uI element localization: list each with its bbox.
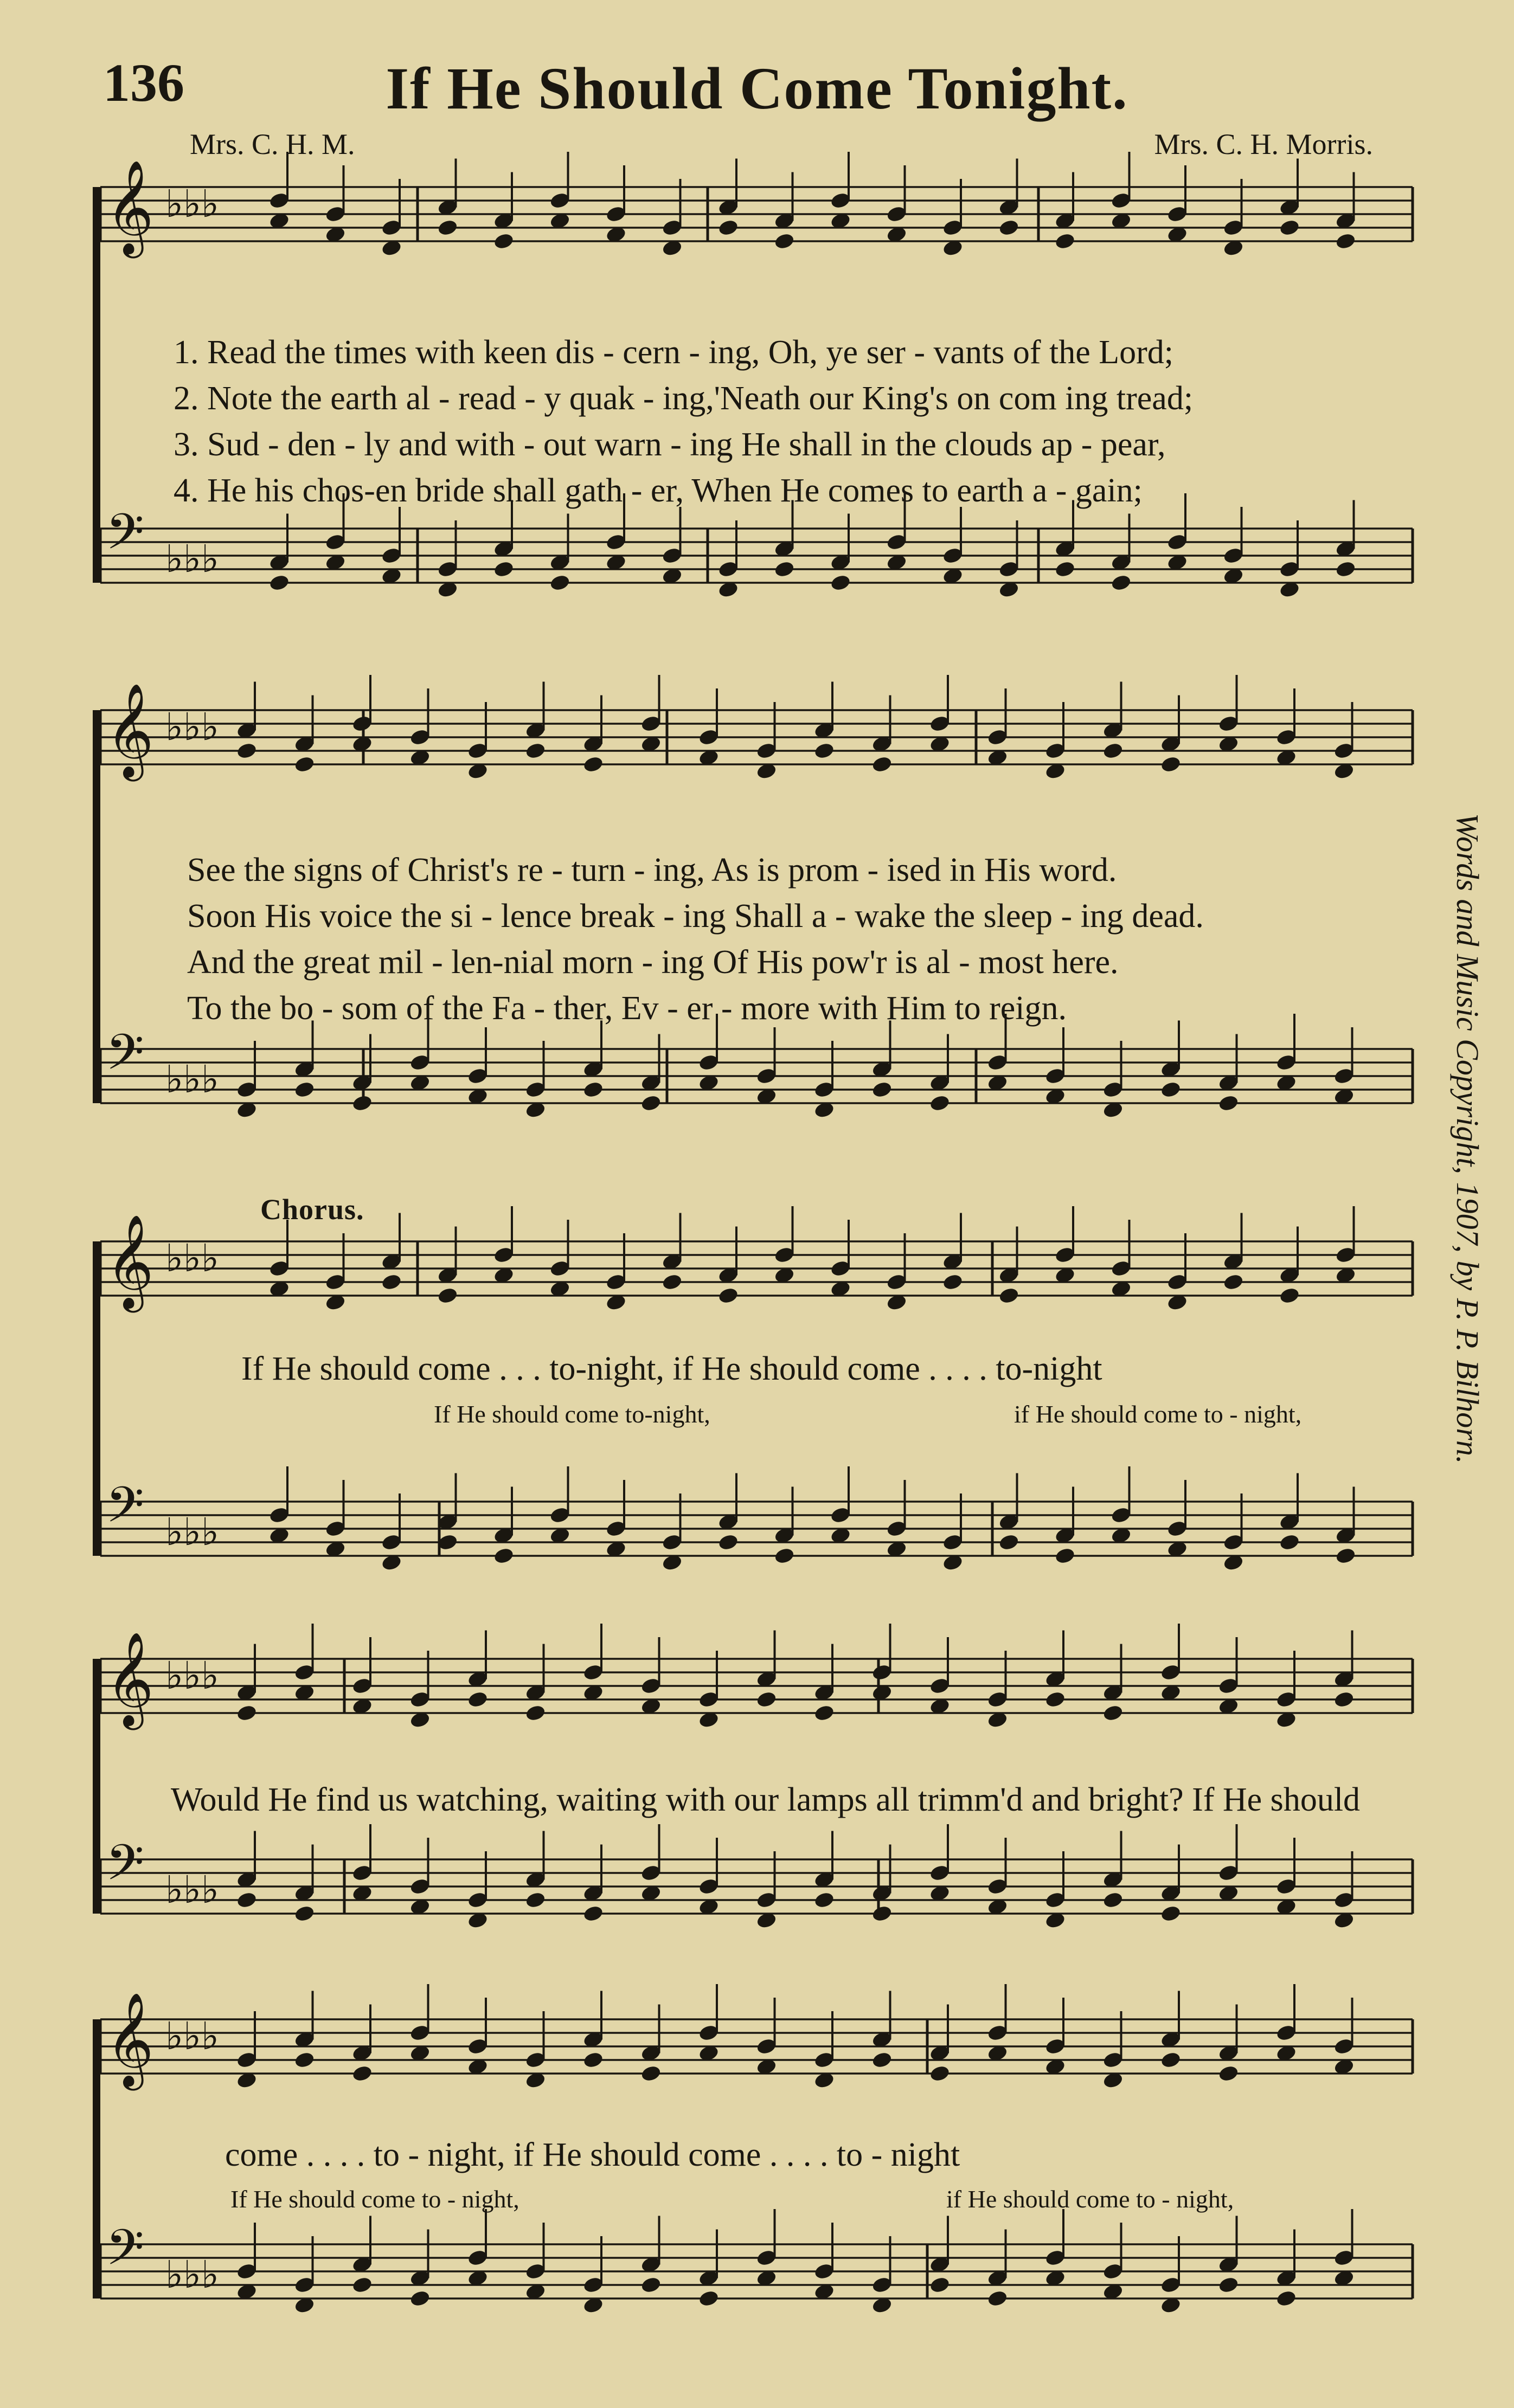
notehead	[437, 1286, 458, 1305]
notehead	[986, 2289, 1008, 2308]
notehead	[293, 2051, 315, 2069]
verse-line-4: 4. He his chos-en bride shall gath - er, When He comes to earth a - gain;	[174, 472, 1143, 509]
page-number: 136	[103, 53, 184, 113]
notehead	[640, 2064, 662, 2083]
key-signature: ♭♭♭	[165, 1057, 220, 1102]
notehead	[830, 574, 851, 592]
key-signature: ♭♭♭	[165, 537, 220, 581]
notehead	[813, 742, 835, 760]
notehead	[268, 574, 290, 592]
notehead	[293, 755, 315, 774]
notehead	[640, 2276, 662, 2294]
notehead	[437, 218, 458, 237]
chorus-alto-lyric-1b: if He should come to - night,	[1014, 1400, 1302, 1428]
notehead	[1279, 218, 1300, 237]
verse-line-3: 3. Sud - den - ly and with - out warn - ing He shall in the clouds ap - pear,	[174, 426, 1166, 463]
copyright-note: Words and Music Copyright, 1907, by P. P. Bilhorn.	[1450, 813, 1485, 1464]
notehead	[1102, 1891, 1124, 1909]
notehead	[493, 232, 515, 250]
key-signature: ♭♭♭	[165, 1510, 220, 1554]
chorus-alto-lyric-3a: If He should come to - night,	[230, 2185, 519, 2213]
chorus-alto-lyric-3b: if He should come to - night,	[946, 2185, 1234, 2213]
notehead	[1222, 1273, 1244, 1291]
notehead	[871, 1080, 893, 1099]
notehead	[351, 1094, 373, 1112]
bass-clef: 𝄢	[106, 1834, 144, 1903]
chorus-alto-lyric-1a: If He should come to-night,	[434, 1400, 710, 1428]
key-signature: ♭♭♭	[165, 705, 220, 749]
treble-clef: 𝄞	[106, 1992, 154, 2087]
notehead	[773, 560, 795, 578]
notehead	[871, 755, 893, 774]
key-signature: ♭♭♭	[165, 2014, 220, 2058]
verse-line-2: 2. Note the earth al - read - y quak - ing,'Neath our King's on com ing tread;	[174, 380, 1194, 417]
notehead	[493, 560, 515, 578]
notehead	[640, 1094, 662, 1112]
chorus-lyric-2: Would He find us watching, waiting with our lamps all trimm'd and bright? If He should	[171, 1781, 1361, 1818]
words-credit: Mrs. C. H. M.	[190, 128, 355, 160]
notehead	[467, 1690, 489, 1709]
notehead	[582, 1080, 604, 1099]
notehead	[1335, 232, 1356, 250]
notehead	[524, 1891, 546, 1909]
notehead	[293, 1904, 315, 1923]
notehead	[524, 742, 546, 760]
notehead	[1160, 1080, 1182, 1099]
notehead	[409, 2289, 431, 2308]
notehead	[1110, 574, 1132, 592]
verse-line-2-cont: Soon His voice the si - lence break - ing Shall a - wake the sleep - ing dead.	[187, 898, 1204, 935]
key-signature: ♭♭♭	[165, 1868, 220, 1912]
notehead	[1054, 560, 1076, 578]
notehead	[1044, 1690, 1066, 1709]
notehead	[1054, 232, 1076, 250]
notehead	[661, 1273, 683, 1291]
notehead	[1217, 2064, 1239, 2083]
notehead	[1279, 1286, 1300, 1305]
notehead	[717, 1286, 739, 1305]
treble-clef: 𝄞	[106, 1632, 154, 1726]
notehead	[773, 232, 795, 250]
treble-clef: 𝄞	[106, 683, 154, 777]
verse-line-4-cont: To the bo - som of the Fa - ther, Ev - er - more with Him to reign.	[187, 990, 1067, 1027]
notehead	[1217, 2276, 1239, 2294]
notehead	[1275, 2289, 1297, 2308]
chorus-label: Chorus.	[260, 1193, 364, 1226]
notehead	[717, 1533, 739, 1551]
notehead	[1054, 1547, 1076, 1565]
notehead	[582, 755, 604, 774]
chorus-lyric-3: come . . . . to - night, if He should come . . . . to - night	[225, 2136, 960, 2173]
verse-line-1-cont: See the signs of Christ's re - turn - ing, As is prom - ised in His word.	[187, 852, 1117, 888]
notehead	[929, 2064, 951, 2083]
notehead	[755, 1690, 777, 1709]
treble-clef: 𝄞	[106, 1214, 154, 1309]
notehead	[1160, 1904, 1182, 1923]
bass-clef: 𝄢	[106, 503, 144, 572]
verse-line-3-cont: And the great mil - len-nial morn - ing Of His pow'r is al - most here.	[187, 944, 1119, 981]
chorus-lyric-1: If He should come . . . to-night, if He should come . . . . to-night	[241, 1350, 1102, 1387]
notehead	[236, 742, 258, 760]
notehead	[1335, 560, 1356, 578]
notehead	[871, 2051, 893, 2069]
notehead	[998, 1286, 1019, 1305]
notehead	[293, 1080, 315, 1099]
verse-line-1: 1. Read the times with keen dis - cern - ing, Oh, ye ser - vants of the Lord;	[174, 334, 1174, 371]
notehead	[493, 1547, 515, 1565]
notehead	[998, 218, 1019, 237]
page-title: If He Should Come Tonight.	[386, 55, 1128, 121]
key-signature: ♭♭♭	[165, 1236, 220, 1280]
key-signature: ♭♭♭	[165, 182, 220, 226]
notehead	[1102, 1704, 1124, 1722]
notehead	[773, 1547, 795, 1565]
notehead	[942, 1273, 964, 1291]
notehead	[1102, 742, 1124, 760]
notehead	[813, 1704, 835, 1722]
notehead	[871, 1904, 893, 1923]
notehead	[381, 1273, 402, 1291]
notehead	[1217, 1094, 1239, 1112]
notehead	[351, 2064, 373, 2083]
notehead	[582, 1904, 604, 1923]
notehead	[717, 218, 739, 237]
notehead	[1279, 1533, 1300, 1551]
notehead	[998, 1533, 1019, 1551]
bass-clef: 𝄢	[106, 2219, 144, 2288]
notehead	[929, 1094, 951, 1112]
notehead	[1160, 755, 1182, 774]
notehead	[236, 1891, 258, 1909]
key-signature: ♭♭♭	[165, 1653, 220, 1698]
notehead	[698, 2289, 720, 2308]
music-credit: Mrs. C. H. Morris.	[1154, 128, 1373, 160]
notehead	[1333, 1690, 1355, 1709]
notehead	[1335, 1547, 1356, 1565]
notehead	[813, 1891, 835, 1909]
key-signature: ♭♭♭	[165, 2252, 220, 2297]
notehead	[582, 2051, 604, 2069]
bass-clef: 𝄢	[106, 1476, 144, 1546]
treble-clef: 𝄞	[106, 160, 154, 254]
notehead	[929, 2276, 951, 2294]
notehead	[549, 574, 570, 592]
notehead	[1160, 2051, 1182, 2069]
bass-clef: 𝄢	[106, 1023, 144, 1093]
notehead	[236, 1704, 258, 1722]
notehead	[524, 1704, 546, 1722]
notehead	[351, 2276, 373, 2294]
